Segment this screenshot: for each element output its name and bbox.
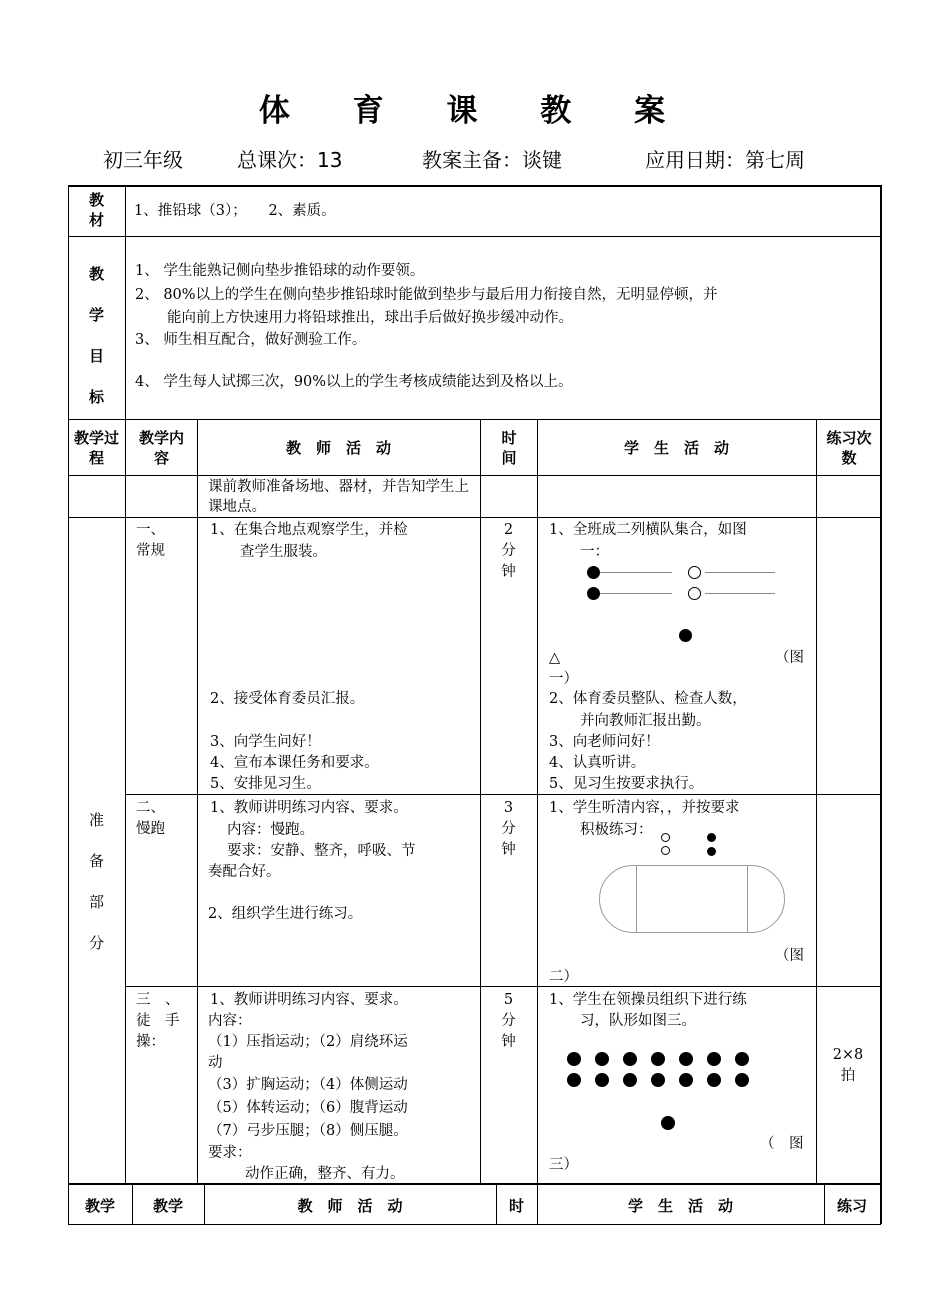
row1-student-line: 1、全班成二列横队集合，如图 [549, 522, 747, 538]
figure-caption: 一） [549, 671, 578, 687]
student-dot [623, 1052, 637, 1066]
row2-teacher-line: 要求：安静、整齐，呼吸、节 [227, 843, 416, 859]
figure-caption: （ 图 [760, 1136, 804, 1152]
row1-teacher-line: 查学生服装。 [240, 544, 327, 560]
col-header-time: 时间 [501, 429, 517, 467]
student-dot [595, 1052, 609, 1066]
student-dot [587, 587, 600, 600]
table-right-border [880, 185, 882, 1183]
row1-student-line: 一： [580, 544, 609, 560]
objective-item: 3、 师生相互配合，做好测验工作。 [135, 332, 367, 348]
row2-teacher-line: 奏配合好。 [208, 864, 281, 880]
lesson-date: 应用日期：第七周 [645, 148, 805, 172]
grid-line [125, 185, 126, 1183]
figure-caption: 三） [549, 1157, 578, 1173]
col-header-process: 教学过程 [73, 429, 119, 467]
grid-line [197, 419, 198, 1183]
row2-teacher-line: 2、组织学生进行练习。 [208, 906, 363, 922]
row2-content: 二、 慢跑 [136, 800, 165, 837]
student-dot [707, 847, 716, 856]
grid-line [125, 986, 881, 987]
row3-teacher-line: （7）弓步压腿；（8）侧压腿。 [208, 1123, 408, 1139]
row3-student-line: 1、学生在领操员组织下进行练 [549, 992, 747, 1008]
teacher-dot [679, 629, 692, 642]
row1-student-line: 3、向老师问好！ [549, 734, 660, 750]
col-header-content: 教学内容 [138, 429, 184, 467]
student-dot [735, 1073, 749, 1087]
row3-teacher-line: 动 [208, 1055, 223, 1071]
col-header-reps: 练习次数 [826, 429, 872, 467]
lesson-count: 总课次：13 [237, 148, 343, 172]
track-field [636, 865, 748, 933]
pre-class-text: 课前教师准备场地、器材，并告知学生上课地点。 [208, 479, 469, 515]
formation-line [705, 572, 775, 573]
grid-line [68, 419, 881, 420]
row3-teacher-line: 要求： [208, 1145, 252, 1161]
row1-content: 一、 常规 [136, 522, 165, 559]
row2-teacher-line: 1、教师讲明练习内容、要求。 [210, 800, 408, 816]
row2-student-line: 积极练习： [580, 822, 653, 838]
figure-caption: 二） [549, 969, 578, 985]
grid-line [68, 1183, 881, 1185]
table-top-border [68, 185, 881, 187]
bottom-header-reps: 练习 [836, 1197, 867, 1215]
grade-label: 初三年级 [103, 148, 183, 172]
student-dot [679, 1073, 693, 1087]
objective-item: 2、 80%以上的学生在侧向垫步推铅球时能做到垫步与最后用力衔接自然，无明显停顿，并 [135, 287, 718, 303]
row2-teacher-line: 内容：慢跑。 [227, 822, 314, 838]
row3-teacher-line: （1）压指运动；（2）肩绕环运 [208, 1034, 408, 1050]
student-dot [735, 1052, 749, 1066]
objective-item: 1、 学生能熟记侧向垫步推铅球的动作要领。 [135, 263, 425, 279]
objectives-label: 教 学 目 标 [88, 265, 104, 406]
row3-content: 三 、 徒 手 操： [136, 992, 180, 1050]
row3-teacher-line: （3）扩胸运动；（4）体侧运动 [208, 1077, 408, 1093]
row1-teacher-line: 4、宣布本课任务和要求。 [210, 755, 379, 771]
student-dot [567, 1052, 581, 1066]
row1-time: 2 分 钟 [501, 522, 516, 580]
row3-reps: 2×8 拍 [832, 1047, 864, 1084]
row1-student-line: 2、体育委员整队、检查人数， [549, 691, 747, 707]
student-dot [688, 566, 701, 579]
bottom-header-time: 时 [508, 1197, 524, 1215]
row1-teacher-line: 1、在集合地点观察学生，并检 [210, 522, 408, 538]
bottom-header-content: 教学 [152, 1197, 183, 1215]
objective-item: 能向前上方快速用力将铅球推出，球出手后做好换步缓冲动作。 [167, 310, 573, 326]
figure-caption: （图 [775, 650, 804, 666]
row3-teacher-line: 内容： [208, 1013, 252, 1029]
student-dot [651, 1052, 665, 1066]
student-dot [661, 833, 670, 842]
grid-line [68, 517, 881, 518]
row1-teacher-line: 5、安排见习生。 [210, 776, 321, 792]
material-text: 1、推铅球（3）； 2、素质。 [134, 203, 336, 219]
student-dot [679, 1052, 693, 1066]
row1-teacher-line: 2、接受体育委员汇报。 [210, 691, 365, 707]
section-label: 准 备 部 分 [88, 811, 104, 952]
objective-item: 4、 学生每人试掷三次，90%以上的学生考核成绩能达到及格以上。 [135, 374, 573, 390]
bottom-header-process: 教学 [84, 1197, 115, 1215]
row3-time: 5 分 钟 [501, 992, 516, 1050]
page-title: 体 育 课 教 案 [258, 93, 692, 129]
student-dot [707, 1052, 721, 1066]
student-dot [587, 566, 600, 579]
row3-teacher-line: （5）体转运动；（6）腹背运动 [208, 1100, 408, 1116]
row2-time: 3 分 钟 [501, 800, 516, 858]
figure-caption: （图 [775, 948, 804, 964]
formation-line [705, 593, 775, 594]
student-dot [623, 1073, 637, 1087]
row3-teacher-line: 1、教师讲明练习内容、要求。 [210, 992, 408, 1008]
row2-student-line: 1、学生听清内容，，并按要求 [549, 800, 740, 816]
grid-line [68, 236, 881, 237]
bottom-header-student: 学 生 活 动 [627, 1197, 733, 1215]
leader-dot [661, 1116, 675, 1130]
grid-line [880, 1183, 882, 1224]
lesson-author: 教案主备：谈键 [422, 148, 562, 172]
material-label: 教 材 [88, 191, 104, 229]
formation-line [600, 593, 672, 594]
row1-student-line: 并向教师汇报出勤。 [580, 713, 711, 729]
row1-teacher-line: 3、向学生问好！ [210, 734, 321, 750]
col-header-student: 学 生 活 动 [623, 439, 729, 457]
grid-line [68, 475, 881, 476]
grid-line [68, 1224, 881, 1225]
row3-student-line: 习，队形如图三。 [580, 1013, 696, 1029]
teacher-triangle: △ [549, 650, 561, 666]
row3-teacher-line: 动作正确，整齐、有力。 [245, 1166, 405, 1182]
col-header-teacher: 教 师 活 动 [285, 439, 391, 457]
student-dot [595, 1073, 609, 1087]
grid-line [537, 419, 538, 1183]
student-dot [567, 1073, 581, 1087]
student-dot [707, 833, 716, 842]
student-dot [688, 587, 701, 600]
bottom-header-teacher: 教 师 活 动 [297, 1197, 403, 1215]
student-dot [707, 1073, 721, 1087]
formation-line [600, 572, 672, 573]
row1-student-line: 5、见习生按要求执行。 [549, 776, 704, 792]
student-dot [651, 1073, 665, 1087]
student-dot [661, 846, 670, 855]
row1-student-line: 4、认真听讲。 [549, 755, 646, 771]
